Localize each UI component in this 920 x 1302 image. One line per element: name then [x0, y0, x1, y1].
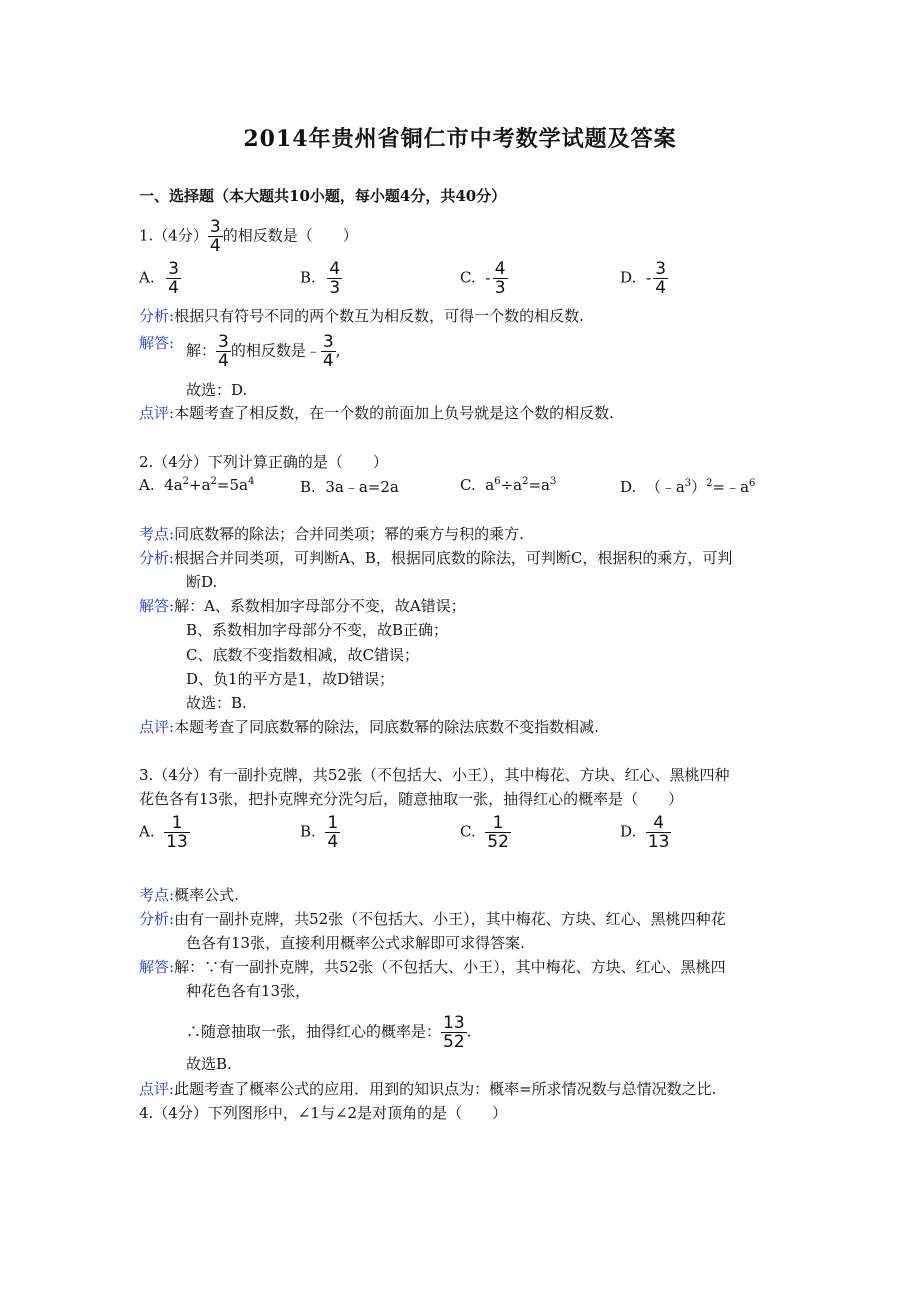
q1-analysis: 分析:根据只有符号不同的两个数互为相反数，可得一个数的相反数.	[139, 307, 584, 325]
q2-solution-c: C、底数不变指数相减，故C错误；	[186, 646, 419, 664]
q1-comment: 点评:本题考查了相反数，在一个数的前面加上负号就是这个数的相反数.	[139, 404, 614, 422]
q3-comment: 点评:此题考查了概率公式的应用．用到的知识点为：概率=所求情况数与总情况数之比.	[139, 1080, 717, 1098]
page-title: 2014年贵州省铜仁市中考数学试题及答案	[243, 126, 677, 152]
q3-option-d: D. $\frac{4}{13}$	[620, 813, 670, 852]
q1-option-d: D. - $\frac{3}{4}$	[620, 259, 667, 298]
q2-comment: 点评:本题考查了同底数幂的除法，同底数幂的除法底数不变指数相减.	[139, 718, 599, 736]
q1-choice: 故选：D.	[186, 381, 248, 399]
q3-option-c: C. $\frac{1}{52}$	[460, 813, 509, 852]
q3-choice: 故选B.	[186, 1055, 232, 1073]
q2-option-c: C. $a^6\div a^2=a^3$	[460, 476, 557, 494]
q2-kaodian: 考点:同底数幂的除法；合并同类项；幂的乘方与积的乘方.	[139, 525, 524, 543]
q1-option-a: A. $\frac{3}{4}$	[139, 259, 179, 298]
q2-option-b: B. 3a﹣a=2a	[300, 478, 399, 496]
q3-analysis: 分析:由有一副扑克牌，共52张（不包括大、小王），其中梅花、方块、红心、黑桃四种花	[139, 910, 726, 928]
question-1-stem: 1.（4分） $\frac{3}{4}$ 的相反数是（ ）	[139, 217, 358, 256]
q3-option-b: B. $\frac{1}{4}$	[300, 813, 339, 852]
q1-option-b: B. $\frac{4}{3}$	[300, 259, 341, 298]
q1-option-c: C. - $\frac{4}{3}$	[460, 259, 506, 298]
question-3-stem: 3.（4分）有一副扑克牌，共52张（不包括大、小王），其中梅花、方块、红心、黑桃四种	[139, 766, 730, 784]
q2-option-d: D. $(﹣a^3)^2=﹣a^6$	[620, 478, 756, 496]
q3-kaodian: 考点:概率公式.	[139, 886, 239, 904]
question-4-stem: 4.（4分）下列图形中，∠1与∠2是对顶角的是（ ）	[139, 1104, 508, 1122]
q2-solution-d: D、负1的平方是1，故D错误；	[186, 670, 395, 688]
q1-solution: 解： $\frac{3}{4}$ 的相反数是﹣ $\frac{3}{4}$ ,	[186, 332, 341, 371]
q1-solution-label: 解答:	[139, 334, 175, 352]
q3-solution: 解答:解：∵有一副扑克牌，共52张（不包括大、小王），其中梅花、方块、红心、黑桃四	[139, 958, 726, 976]
q3-solution-prob: ∴随意抽取一张，抽得红心的概率是： $\frac{13}{52}$ .	[186, 1013, 472, 1052]
q2-solution: 解答:解：A、系数相加字母部分不变，故A错误；	[139, 597, 466, 615]
q3-solution-cont: 种花色各有13张，	[186, 982, 311, 1000]
fraction: $\frac{3}{4}$	[209, 217, 221, 256]
q2-option-a: A. $4a^2+a^2=5a^4$	[139, 476, 255, 494]
question-2-stem: 2.（4分）下列计算正确的是（ ）	[139, 453, 388, 471]
q2-analysis: 分析:根据合并同类项，可判断A、B，根据同底数的除法，可判断C，根据积的乘方，可判	[139, 549, 733, 567]
question-3-stem-cont: 花色各有13张，把扑克牌充分洗匀后，随意抽取一张，抽得红心的概率是（ ）	[139, 790, 684, 808]
q3-analysis-cont: 色各有13张，直接利用概率公式求解即可求得答案.	[186, 934, 525, 952]
q2-analysis-cont: 断D.	[186, 573, 218, 591]
q2-solution-b: B、系数相加字母部分不变，故B正确；	[186, 621, 449, 639]
section-heading: 一、选择题（本大题共10小题，每小题4分，共40分）	[139, 187, 507, 205]
q2-choice: 故选：B.	[186, 694, 247, 712]
q3-option-a: A. $\frac{1}{13}$	[139, 813, 188, 852]
